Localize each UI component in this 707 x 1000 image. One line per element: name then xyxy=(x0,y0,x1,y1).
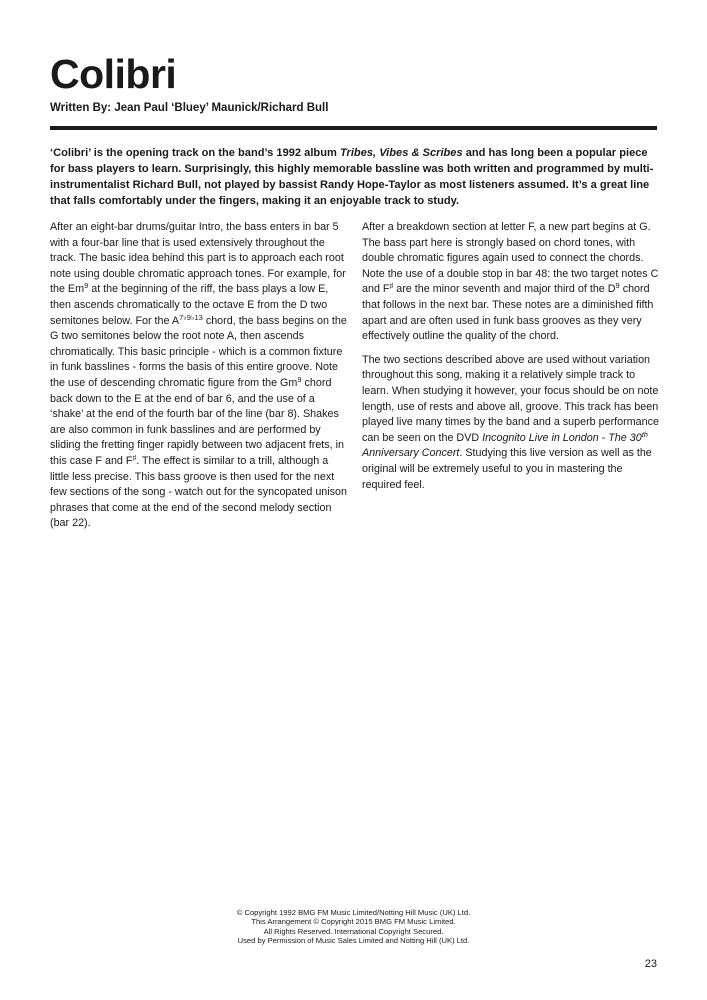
title-rule xyxy=(50,126,657,130)
text-segment: . Studying this live version as well as the original will be extremely useful to you in mastering the required feel. xyxy=(362,447,652,491)
sharp-superscript: ♯ xyxy=(132,452,137,462)
chord-superscript: 9 xyxy=(297,374,302,384)
chord-superscript: 9 xyxy=(84,281,89,291)
body-paragraph-1 xyxy=(50,220,350,532)
text-segment: are the minor seventh and major third of the D xyxy=(393,283,616,296)
copyright-notice xyxy=(0,908,707,946)
copyright-line: © Copyright 1992 BMG FM Music Limited/Notting Hill Music (UK) Ltd. xyxy=(236,908,471,917)
chord-superscript: 7♭9♭13 xyxy=(179,312,203,322)
page-title: Colibri xyxy=(50,51,177,97)
page-number: 23 xyxy=(644,958,657,970)
text-segment: After an eight-bar drums/guitar Intro, the bass enters in bar 5 with a four-bar line that is used extensively throughout the track. The basic idea behind this part is to approach each root note using double chromatic approach tones. For example, for the Em xyxy=(50,221,346,296)
intro-text-1: ‘Colibri’ is the opening track on the band’s 1992 album xyxy=(50,147,340,159)
text-segment: chord, the bass begins on the G two semitones below the root note A, then ascends chromatically. This basic principle - which is a common fixture in funk basslines - forms the basis of this entire groove. Note the use of descending chromatic figure from the Gm xyxy=(50,314,347,389)
copyright-line: All Rights Reserved. International Copyright Secured. xyxy=(263,926,444,936)
album-title: Tribes, Vibes & Scribes xyxy=(339,147,463,159)
copyright-line: Used by Permission of Music Sales Limited and Notting Hill (UK) Ltd. xyxy=(237,936,470,946)
text-segment: . The effect is similar to a trill, although a little less precise. This bass groove is then used for the next few sections of the song - watch out for the syncopated unison phrases that come at the end of the second melody section (bar 22). xyxy=(50,454,347,530)
intro-paragraph xyxy=(50,145,660,209)
text-segment: chord that follows in the next bar. These notes are a diminished fifth apart and are often used in funk bass grooves as they very effectively outline the quality of the chord. xyxy=(362,283,654,343)
left-column xyxy=(50,220,350,540)
text-segment: at the beginning of the riff, the bass plays a low E, then ascends chromatically to the octave E from the D two semitones below. For the A xyxy=(50,283,329,327)
copyright-line: This Arrangement © Copyright 2015 BMG FM Music Limited. xyxy=(251,917,456,927)
body-paragraph-3 xyxy=(362,353,660,493)
body-paragraph-2 xyxy=(362,220,660,345)
text-segment: After a breakdown section at letter F, a new part begins at G. The bass part here is strongly based on chord tones, with double chromatic figures again used to connect the chords. Note the use of a double stop in bar 48: the two target notes C and F xyxy=(362,221,659,296)
text-segment: The two sections described above are used without variation throughout this song, making it a relatively simple track to learn. When studying it however, your focus should be on note length, use of rests and above all, groove. This track has been played live many times by the band and a superb performance can be seen on the DVD xyxy=(362,353,659,444)
text-segment: chord back down to the E at the end of bar 6, and the use of a ‘shake’ at the end of the fourth bar of the line (bar 8). Shakes are also common in funk basslines and are performed by sliding the fretting finger rapidly between two adjacent frets, in this case F and F xyxy=(50,376,344,467)
ordinal-superscript: th xyxy=(641,429,648,439)
byline: Written By: Jean Paul ‘Bluey’ Maunick/Richard Bull xyxy=(50,102,329,114)
sharp-superscript: ♯ xyxy=(389,281,394,291)
intro-text-2: and has long been a popular piece for bass players to learn. Surprisingly, this highly memorable bassline was both written and programmed by multi-instrumentalist Richard Bull, not played by bassist Randy Hope-Taylor as most listeners assumed. It’s a great line that falls comfortably under the fingers, making it an enjoyable track to study. xyxy=(50,147,654,207)
right-column xyxy=(362,220,660,501)
chord-superscript: 9 xyxy=(615,281,620,291)
dvd-title: Incognito Live in London - The 30th Anniversary Concert xyxy=(362,429,648,460)
